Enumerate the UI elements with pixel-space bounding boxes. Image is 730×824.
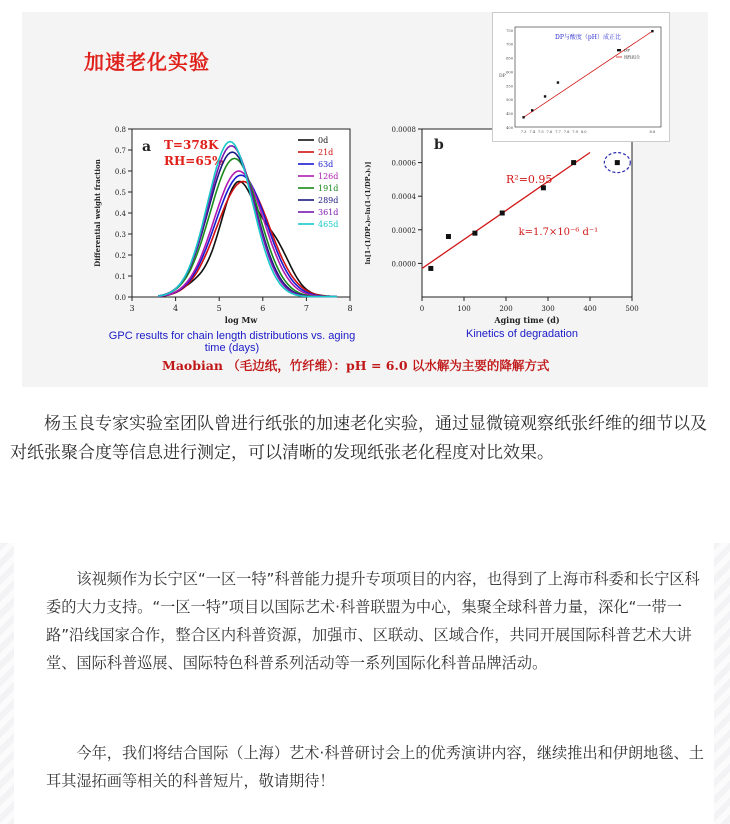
x-tick-label: 200: [499, 305, 513, 313]
x-tick-label: 6: [260, 304, 266, 313]
x-tick-label: 8.8: [649, 130, 656, 134]
slide-image: [22, 12, 708, 387]
x-tick-label: 100: [457, 305, 471, 313]
y-tick-label: 500: [506, 98, 513, 103]
data-point: [571, 160, 576, 165]
y-tick-label: 700: [506, 42, 513, 47]
y-tick-label: 550: [506, 84, 513, 89]
y-tick-label: 0.0008: [391, 126, 416, 134]
dp-ph-chart: [492, 12, 670, 142]
data-point: [531, 109, 533, 111]
legend-label-289d: 289d: [318, 196, 339, 205]
legend-label-21d: 21d: [318, 148, 334, 157]
paragraph-outlook: 今年，我们将结合国际（上海）艺术·科普研讨会上的优秀演讲内容，继续推出和伊朗地毯、土耳其湿拓画等相关的科普短片，敬请期待！: [46, 744, 704, 790]
y-tick-label: 0.3: [114, 231, 126, 239]
data-point: [472, 231, 477, 236]
legend-marker-dp: [617, 49, 621, 51]
y-tick-label: 0.4: [114, 210, 126, 218]
legend-label-fit: 线性拟合: [624, 54, 640, 60]
data-point: [557, 81, 559, 83]
y-tick-label: 0.2: [114, 252, 126, 260]
y-tick-label: 0.0004: [391, 193, 416, 202]
x-axis-label: log Mw: [224, 315, 258, 325]
x-tick-label: 7.6: [546, 130, 553, 134]
y-axis-label: DP: [499, 74, 506, 79]
x-tick-label: 7.7: [555, 130, 561, 134]
y-tick-label: 750: [506, 28, 513, 33]
x-tick-label: 0: [419, 305, 425, 313]
data-point: [544, 95, 546, 97]
paragraph-project: 该视频作为长宁区“一区一特”科普能力提升专项项目的内容，也得到了上海市科委和长宁区科委的大力支持。“一区一特”项目以国际艺术·科普联盟为中心，集聚全球科普力量，深化“一带一路”沿线国家合作，整合区内科普资源，加强市、区联动、区域合作，共同开展国际科普艺术大讲堂、国际科普巡展、国际特色科普系列活动等一系列国际化科普品牌活动。: [46, 570, 700, 672]
annotation-r-squared: R²=0.95: [506, 172, 553, 186]
legend-label-465d: 465d: [318, 220, 339, 229]
data-point: [541, 185, 546, 190]
legend-label-63d: 63d: [318, 160, 334, 169]
gpc-caption: GPC results for chain length distributions vs. aging time (days): [108, 330, 356, 354]
paragraph-intro: 杨玉良专家实验室团队曾进行纸张的加速老化实验，通过显微镜观察纸张纤维的细节以及对纸张聚合度等信息进行测定，可以清晰的发现纸张老化程度对比效果。: [10, 414, 707, 463]
gpc-chart: [90, 117, 370, 327]
content-card: [14, 543, 714, 824]
panel-label: b: [434, 137, 444, 153]
chart-title: DP与酸度（pH）成正比: [555, 34, 621, 41]
data-point: [446, 234, 451, 239]
legend-label-dp: DP: [624, 47, 630, 53]
legend-label-191d: 191d: [318, 184, 339, 193]
x-tick-label: 7.3: [520, 130, 527, 134]
x-tick-label: 8.0: [580, 130, 587, 134]
x-tick-label: 7.8: [563, 130, 570, 134]
y-tick-label: 600: [506, 70, 513, 75]
y-axis-label: ln[1-(1/DPₙ)₀-ln(1-(1/DPₙ)ₜ)]: [364, 161, 372, 265]
x-tick-label: 300: [541, 305, 555, 313]
content-section: [0, 543, 730, 824]
y-tick-label: 400: [506, 126, 513, 130]
x-tick-label: 500: [625, 305, 639, 313]
x-tick-label: 7.4: [529, 130, 536, 134]
legend-label-361d: 361d: [318, 208, 339, 217]
data-point: [500, 211, 505, 216]
y-tick-label: 0.0: [114, 294, 126, 302]
y-tick-label: 0.1: [114, 273, 126, 281]
y-tick-label: 450: [506, 112, 513, 117]
x-tick-label: 7.5: [537, 130, 544, 134]
y-tick-label: 0.6: [114, 168, 126, 176]
data-point: [651, 30, 653, 32]
plot-area: [422, 129, 632, 297]
x-tick-label: 400: [583, 305, 597, 313]
x-tick-label: 7.9: [572, 130, 578, 134]
y-tick-label: 0.7: [114, 147, 126, 155]
y-tick-label: 650: [506, 56, 513, 61]
x-tick-label: 4: [173, 304, 179, 313]
annotation-humidity: RH=65%: [164, 154, 224, 168]
y-axis-label: Differential weight fraction: [93, 159, 102, 267]
data-point: [428, 266, 433, 271]
x-tick-label: 3: [129, 304, 135, 313]
y-tick-label: 0.5: [114, 189, 126, 197]
data-point: [522, 116, 524, 118]
kinetics-caption: Kinetics of degradation: [466, 328, 578, 340]
panel-label: a: [142, 139, 152, 155]
legend-label-126d: 126d: [318, 172, 339, 181]
x-tick-label: 8: [347, 304, 353, 313]
slide-bottom-caption: Maobian （毛边纸，竹纤维）：pH = 6.0 以水解为主要的降解方式: [162, 358, 550, 373]
plot-area: [515, 27, 661, 127]
annotation-rate-constant: k=1.7×10⁻⁶ d⁻¹: [518, 226, 599, 238]
y-tick-label: 0.0000: [391, 260, 416, 269]
y-tick-label: 0.0006: [391, 159, 416, 168]
slide-title: 加速老化实验: [84, 50, 210, 74]
kinetics-chart: [360, 117, 650, 327]
y-tick-label: 0.0002: [391, 226, 416, 235]
x-tick-label: 7: [303, 304, 309, 313]
data-point: [615, 160, 620, 165]
x-tick-label: 5: [216, 304, 222, 313]
annotation-temperature: T=378K: [164, 138, 219, 152]
y-tick-label: 0.8: [114, 126, 126, 134]
x-axis-label: Aging time (d): [494, 315, 560, 325]
legend-label-0d: 0d: [318, 136, 329, 145]
